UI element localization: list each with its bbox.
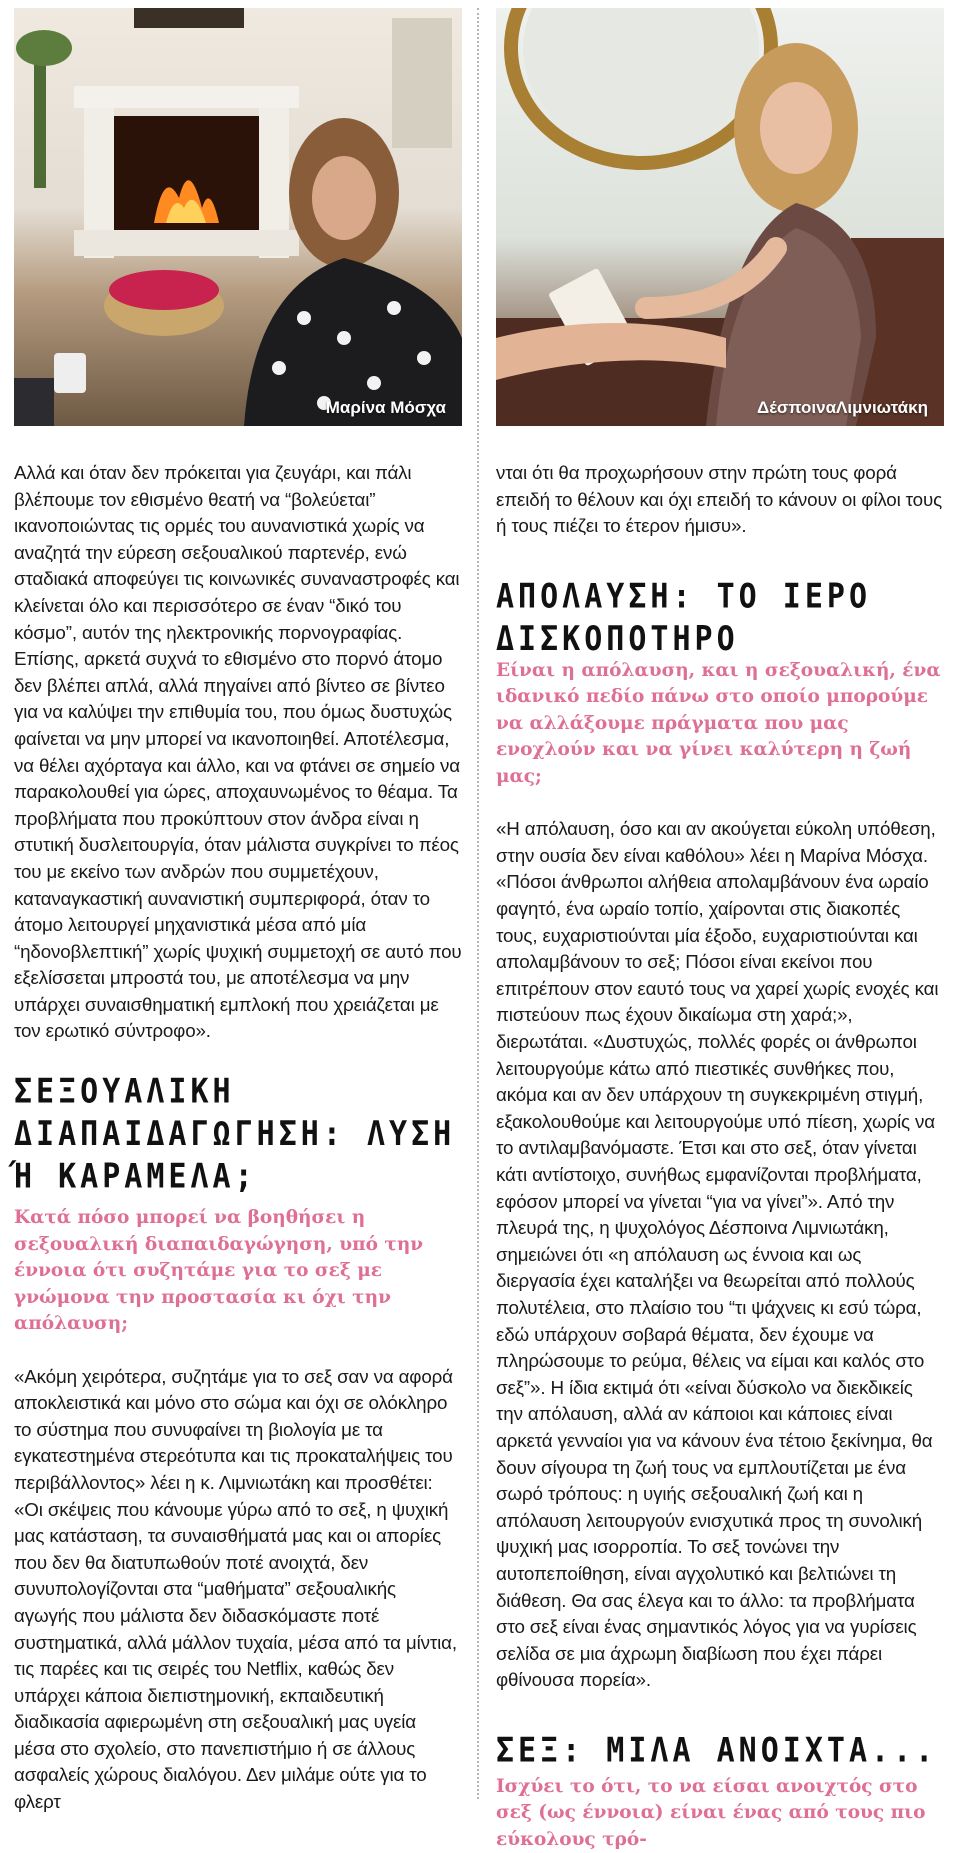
photo-caption: ΔέσποιναΛιμνιωτάκη [756,398,928,417]
right-column [496,0,944,1853]
photo-despoina-limniotaki [496,8,944,426]
section-lead: Ισχύει το ότι, το να είσαι ανοιχτός στο σεξ (ως έννοια) είναι ένας από τους πιο εύκολους τρό- [496,1775,926,1850]
photo-marina-moscha [14,8,462,426]
section-lead: Κατά πόσο μπορεί να βοηθήσει η σεξουαλική διαπαιδαγώγηση, υπό την έννοια ότι συζητάμε για το σεξ με γνώμονα την προστασία κι όχι την απόλαυση; [14,1207,424,1335]
left-column [14,0,462,1816]
intro-paragraph: Αλλά και όταν δεν πρόκειται για ζευγάρι, και πάλι βλέπουμε τον εθισμένο θεατή να “βολεύεται” ικανοποιώντας τις ορμές του αυναvιστικά χωρίς να αναζητά την εύρεση σεξουαλικού παρτενέρ, ενώ σταδιακά αποφεύγει τις κοινωνικές συναναστροφές και κλείνεται όλο και περισσότερο σε έναν “δικό του κόσμο”, αυτόν της ηλεκτρονικής πορνογραφίας. Επίσης, αρκετά συχνά το εθισμένο στο πορνό άτομο δεν βλέπει απλά, αλλά πηγαίνει από βίντεο σε βίντεο για να καλύψει την επιθυμία του, που όμως δυστυχώς φαίνεται να μην μπορεί να ικανοποιηθεί. Αποτέλεσμα, να θέλει αχόρταγα και άλλο, και να φτάνει σε σημείο να παρακολουθεί για ώρες, αποχαυνωμένος το θέαμα. Τα προβλήματα που προκύπτουν στον άνδρα είναι η στυτική δυσλειτουργία, όταν μάλιστα συγκρίνει το πέος του με εκείνο των ανδρών που συμμετέχουν, καταναγκαστική αυναvιστική συμπεριφορά, όταν το άτομο λειτουργεί μηχανιστικά μέσα από μία “ηδονοβλεπτική” χωρίς ψυχική συμμετοχή σε αυτό που εξελίσσεται μπροστά του, με αποτέλεσμα να μην υπάρχει συναισθηματική εμπλοκή που χρειάζεται με τον ερωτικό σύντροφο». [14,462,462,1042]
mirror-armchair-illustration [496,8,944,426]
column-divider [477,8,479,1799]
section-title: ΣΕΞΟΥΑΛΙΚΗ ΔΙΑΠΑΙΔΑΓΩΓΗΣΗ: ΛΥΣΗ Ή ΚΑΡΑΜΕΛΑ; [14,1072,456,1197]
section-paragraph: «Η απόλαυση, όσο και αν ακούγεται εύκολη υπόθεση, στην ουσία δεν είναι καθόλου» λέει η Μαρίνα Μόσχα. «Πόσοι άνθρωποι αλήθεια απολαμβάνουν ένα ωραίο φαγητό, ένα ωραίο τοπίο, χαίρονται στις διακοπές τους, ευχαριστιούνται μία έξοδο, ευχαριστιούνται και απολαμβάνουν το σεξ; Πόσοι είναι εκείνοι που επιτρέπουν στον εαυτό τους να χαρεί χωρίς ενοχές και πιστεύουν πως έχουν δικαίωμα στη χαρά;», διερωτάται. «Δυστυχώς, πολλές φορές οι άνθρωποι λειτουργούμε κάτω από πιεστικές συνθήκες που, ακόμα και αν δεν υπάρχουν τη συγκεκριμένη στιγμή, εξακολουθούμε και λειτουργούμε υπό πίεση, χωρίς να το αντιλαμβανόμαστε. Έτσι και στο σεξ, όταν γίνεται κάτι αντίστοιχο, συνήθως εμφανίζονται προβλήματα, εφόσον μπορεί να γίνεται “για να γίνει”». Από την πλευρά της, η ψυχολόγος Δέσποινα Λιμνιωτάκη, σημειώνει ότι «η απόλαυση ως έννοια και ως διεργασία έχει καταλήξει να θεωρείται από πολλούς πολυτέλεια, στο πλαίσιο του “τι ψάχνεις κι εσύ τώρα, εδώ υπάρχουν σοβαρά θέματα, δεν έχουμε να πληρώσουμε το ρεύμα, θέλεις να είμαι και καλός στο σεξ”». Η ίδια εκτιμά ότι «είναι δύσκολο να διεκδικείς την απόλαυση, αλλά αν κάποιοι και κάποιες είναι αρκετά γενναίοι για να κάνουν ένα τέτοιο ξεκίνημα, θα δουν σίγουρα τη ζωή τους να εμπλουτίζεται με ένα σωρό τρόπους: η υγιής σεξουαλική ζωή και η απόλαυση λειτουργούν ενισχυτικά προς τη συνολική ψυχική μας ισορροπία. Το σεξ τονώνει την αυτοπεποίθηση, είναι αγχολυτικό και βελτιώνει τη διάθεση. Θα σας έλεγα και το άλλο: τα προβλήματα στο σεξ είναι ένας σημαντικός λόγος για να γυρίσεις σελίδα σε μια άχρωμη διαβίωση που έχει πάρει φθίνουσα πορεία». [496,818,939,1691]
section-lead: Είναι η απόλαυση, και η σεξουαλική, ένα ιδανικό πεδίο πάνω στο οποίο μπορούμε να αλλάξουμε πράγματα που μας ενοχλούν και να γίνει καλύτερη η ζωή μας; [496,659,941,787]
fireplace-room-illustration [14,8,462,426]
section-paragraph: «Ακόμη χειρότερα, συζητάμε για το σεξ σαν να αφορά αποκλειστικά και μόνο στο σώμα και όχι σε ολόκληρο το σύστημα που συνυφαίνει τη βιολογία με τα εγκατεστημένα στερεότυπα και τις προκαταλήψεις του περιβάλλοντος» λέει η κ. Λιμνιωτάκη και προσθέτει: «Οι σκέψεις που κάνουμε γύρω από το σεξ, η ψυχική μας κατάσταση, τα συναισθήματά μας και οι απορίες που δεν θα διατυπωθούν ποτέ ανοιχτά, δεν συνυπολογίζονται στα “μαθήματα” σεξουαλικής αγωγής που μάλιστα δεν διδασκόμαστε ποτέ συστηματικά, αλλά μάλλον τυχαία, μέσα από τα μίντια, τις παρέες και τις σειρές του Netflix, καθώς δεν υπάρχει κάποια διεπιστημονική, εκπαιδευτική διαδικασία αφιερωμένη στη σεξουαλική μας υγεία μέσα στο σχολείο, στο πανεπιστήμιο ή σε άλλους ασφαλείς χώρους διαλόγου. Δεν μιλάμε ούτε για το φλερτ [14,1365,457,1813]
photo-caption: Μαρίνα Μόσχα [325,398,446,417]
intro-paragraph: νται ότι θα προχωρήσουν στην πρώτη τους φορά επειδή το θέλουν και όχι επειδή το κάνουν οι φίλοι τους ή τους πιέζει το έτερον ήμισυ». [496,462,943,537]
section-title: ΑΠΟΛΑΥΣΗ: ΤΟ ΙΕΡΟ ΔΙΣΚΟΠΟΤΗΡΟ [496,576,872,659]
section-title: ΣΕΞ: ΜΙΛΑ ΑΝΟΙΧΤΑ... [496,1730,938,1771]
